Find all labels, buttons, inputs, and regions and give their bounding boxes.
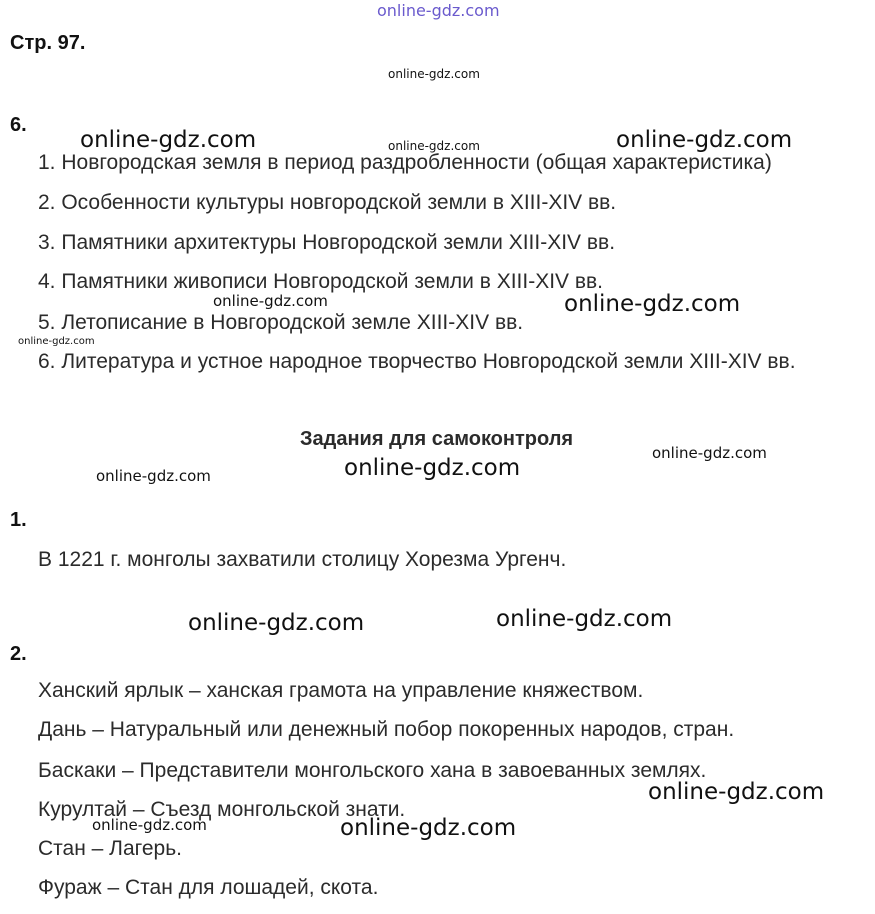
watermark: online-gdz.com: [96, 467, 211, 485]
list-item: 2. Особенности культуры новгородской земли в XIII-XIV вв.: [38, 191, 617, 214]
watermark: online-gdz.com: [388, 67, 480, 81]
watermark: online-gdz.com: [652, 444, 767, 462]
section-title: Задания для самоконтроля: [300, 428, 574, 450]
definition-item: Стан – Лагерь.: [38, 837, 182, 860]
list-item: 3. Памятники архитектуры Новгородской земли XIII-XIV вв.: [38, 231, 616, 254]
watermark: online-gdz.com: [188, 610, 365, 636]
list-item: 5. Летописание в Новгородской земле XIII-XIV вв.: [38, 311, 524, 334]
definition-item: Фураж – Стан для лошадей, скота.: [38, 876, 379, 899]
watermark: online-gdz.com: [648, 779, 825, 805]
watermark: online-gdz.com: [564, 291, 741, 317]
definition-item: Курултай – Съезд монгольской знати.: [38, 798, 406, 821]
watermark: online-gdz.com: [388, 139, 480, 153]
list-item: 1. Новгородская земля в период раздробленности (общая характеристика): [38, 151, 772, 174]
watermark-top: online-gdz.com: [377, 1, 500, 20]
task-number-1: 1.: [10, 509, 27, 531]
watermark: online-gdz.com: [340, 815, 517, 841]
definition-item: Ханский ярлык – ханская грамота на управление княжеством.: [38, 679, 644, 702]
watermark: online-gdz.com: [616, 127, 793, 153]
definition-item: Дань – Натуральный или денежный побор покоренных народов, стран.: [38, 718, 735, 741]
watermark: online-gdz.com: [213, 292, 328, 310]
watermark: online-gdz.com: [496, 606, 673, 632]
list-item: 6. Литература и устное народное творчество Новгородской земли XIII-XIV вв.: [38, 350, 796, 373]
task-number-2: 2.: [10, 643, 27, 665]
page-heading: Стр. 97.: [10, 32, 86, 54]
watermark: online-gdz.com: [92, 816, 207, 834]
answer-text: В 1221 г. монголы захватили столицу Хорезма Ургенч.: [38, 548, 567, 571]
watermark: online-gdz.com: [80, 127, 257, 153]
watermark: online-gdz.com: [344, 455, 521, 481]
definition-item: Баскаки – Представители монгольского хана в завоеванных землях.: [38, 759, 707, 782]
task-number-6: 6.: [10, 114, 27, 136]
list-item: 4. Памятники живописи Новгородской земли в XIII-XIV вв.: [38, 270, 604, 293]
watermark: online-gdz.com: [18, 336, 95, 347]
